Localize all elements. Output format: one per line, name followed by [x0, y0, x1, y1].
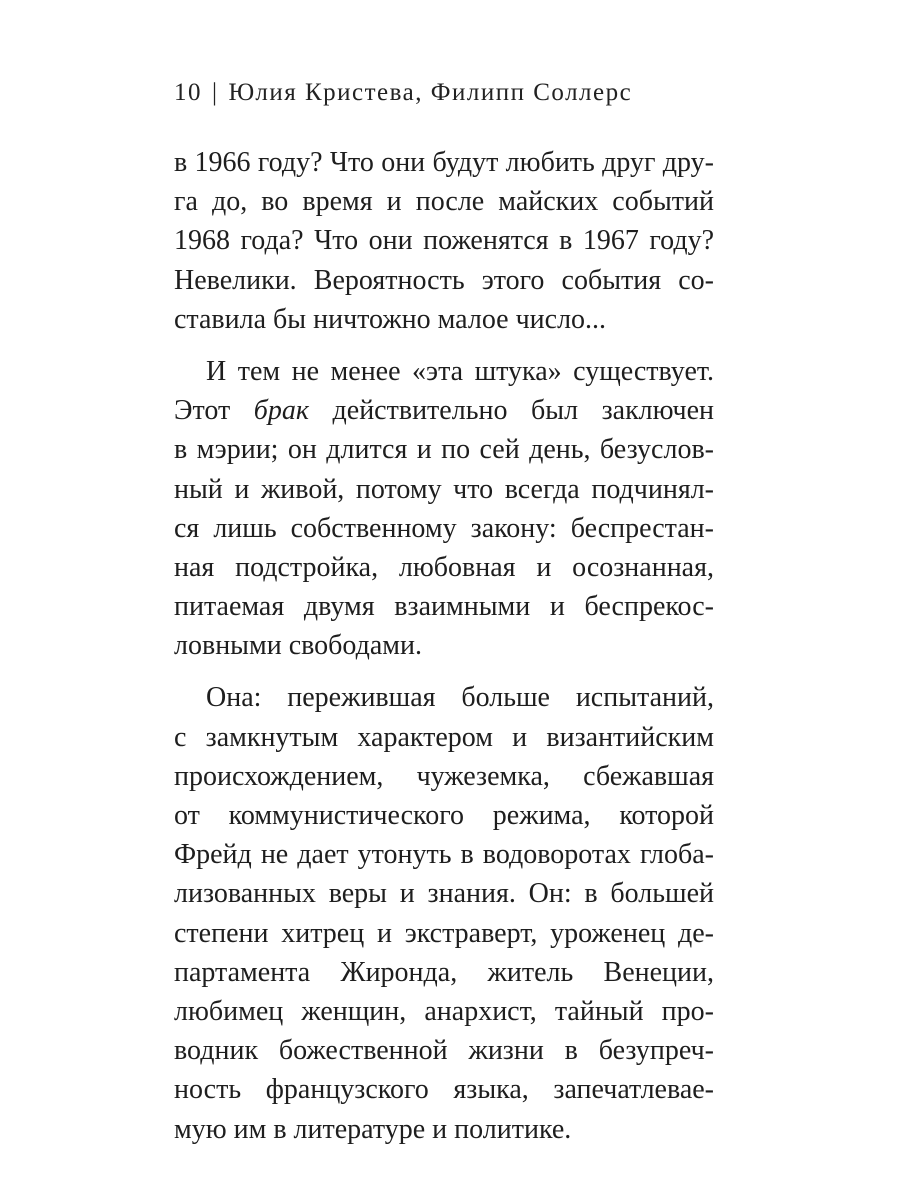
text-line: ность французского языка, запечатлевае-: [174, 1074, 714, 1106]
header-authors: Юлия Кристева, Филипп Соллерс: [228, 79, 633, 106]
text-line: ловными свободами.: [174, 630, 422, 662]
text-line: питаемая двумя взаимными и беспрекос-: [174, 591, 714, 623]
running-header: [174, 76, 632, 110]
text-line: ная подстройка, любовная и осознанная,: [174, 551, 714, 583]
text-line: водник божественной жизни в безупреч-: [174, 1035, 714, 1067]
text-line: ставила бы ничтожно малое число...: [174, 303, 607, 335]
text-line: происхождением, чужеземка, сбежавшая: [174, 760, 714, 792]
body-text: [174, 143, 714, 1149]
text-line: любимец женщин, анархист, тайный про-: [174, 995, 714, 1027]
text-line: Невелики. Вероятность этого события со-: [174, 264, 714, 296]
text-line: степени хитрец и экстраверт, уроженец де-: [174, 917, 714, 949]
text-line: с замкнутым характером и византийским: [174, 721, 714, 753]
text-fragment: Этот: [174, 395, 254, 427]
paragraph-1: [174, 143, 714, 339]
text-line: И тем не менее «эта штука» существует.: [206, 355, 714, 387]
text-fragment: действительно был заключен: [308, 395, 715, 427]
page-number: 10: [174, 79, 202, 106]
text-line: в мэрии; он длится и по сей день, безуслов-: [174, 434, 714, 466]
text-line-with-italic: [174, 391, 714, 430]
text-line: ся лишь собственному закону: беспрестан-: [174, 512, 714, 544]
text-line: партамента Жиронда, житель Венеции,: [174, 956, 714, 988]
italic-word: брак: [253, 395, 309, 427]
header-separator: |: [212, 79, 219, 106]
text-line: Фрейд не дает утонуть в водоворотах глоба-: [174, 839, 714, 871]
text-line: мую им в литературе и политике.: [174, 1113, 572, 1145]
text-line: ный и живой, потому что всегда подчинял-: [174, 473, 714, 505]
paragraph-3: [174, 678, 714, 1148]
paragraph-2: [174, 352, 714, 666]
text-line: от коммунистического режима, которой: [174, 800, 714, 831]
text-line: лизованных веры и знания. Он: в большей: [174, 878, 714, 910]
text-line: га до, во время и после майских событий: [174, 186, 714, 218]
text-line: Она: пережившая больше испытаний,: [206, 682, 714, 714]
text-line: 1968 года? Что они поженятся в 1967 году?: [174, 225, 714, 257]
text-line: в 1966 году? Что они будут любить друг дру-: [174, 147, 714, 178]
